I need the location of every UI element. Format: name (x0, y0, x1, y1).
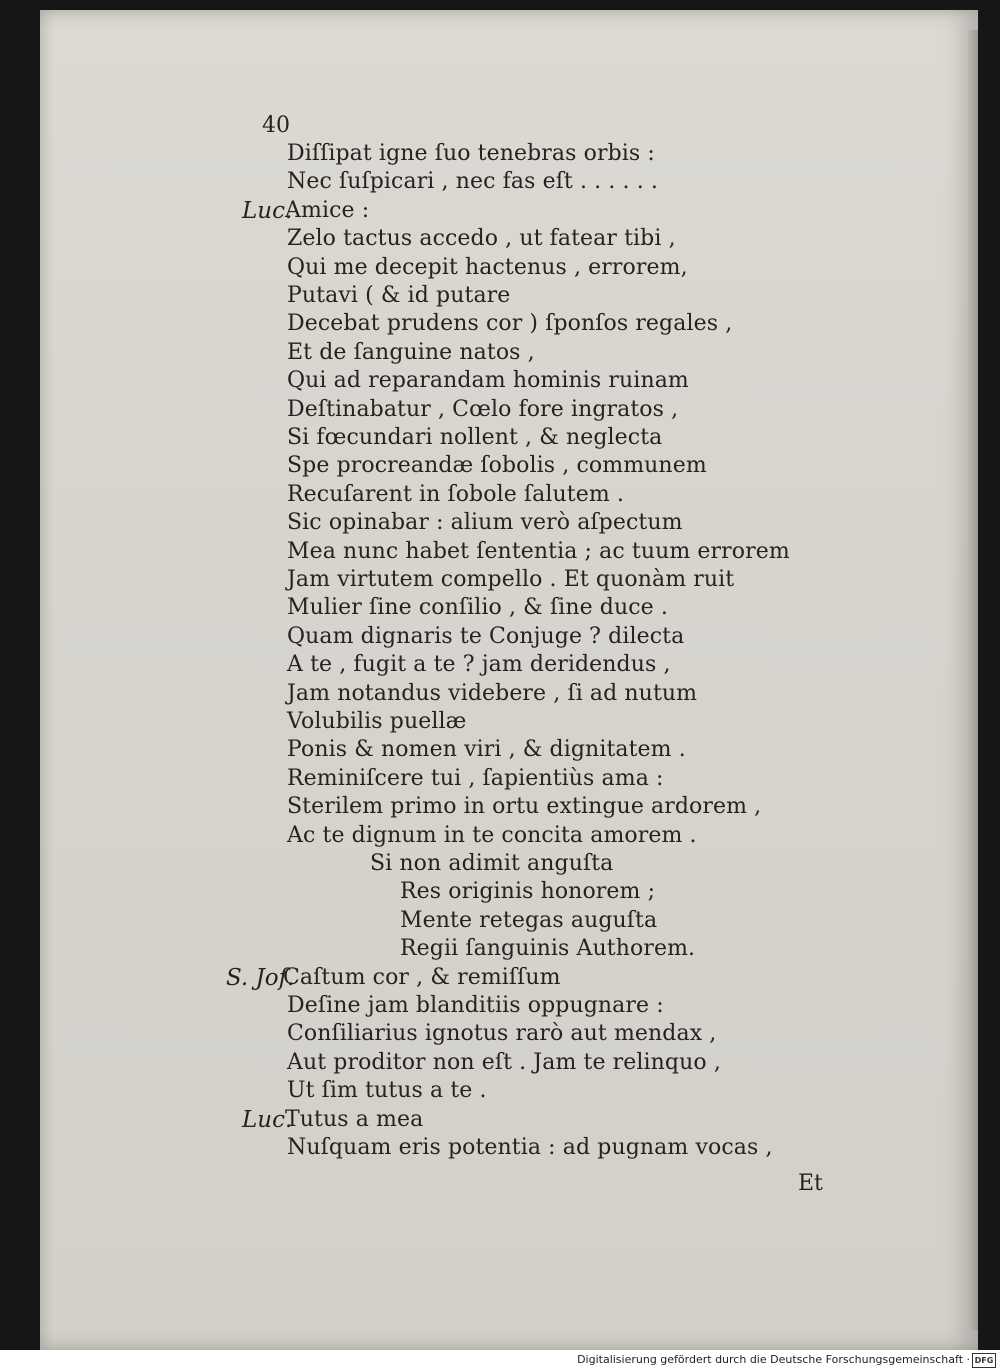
verse-line: Diſſipat igne ſuo tenebras orbis : (287, 141, 655, 166)
verse-line: Putavi ( & id putare (287, 283, 511, 308)
verse-line: Recuſarent in ſobole ſalutem . (287, 481, 625, 507)
verse-line: Nec ſuſpicari , nec fas eſt . . . . . . (287, 169, 658, 195)
verse-line: Mulier ſine conſilio , & ſine duce . (287, 595, 668, 621)
verse-line: Nuſquam eris potentia : ad pugnam vocas , (287, 1135, 773, 1160)
page-number: 40 (262, 113, 290, 138)
verse-line: Tutus a mea (285, 1106, 424, 1132)
verse-line: Zelo tactus accedo , ut fatear tibi , (287, 226, 676, 252)
verse-line: Ponis & nomen viri , & dignitatem . (287, 737, 686, 763)
dfg-logo: DFG (972, 1353, 996, 1368)
speaker-label: S. Joſ. (226, 964, 295, 991)
verse-line: Reminiſcere tui , ſapientiùs ama : (287, 765, 664, 791)
digitization-footer (0, 1350, 1000, 1370)
verse-line: Et de ſanguine natos , (287, 339, 535, 365)
verse-line: Si non adimit anguſta (370, 851, 614, 876)
verse-line: A te , fugit a te ? jam deridendus , (287, 652, 671, 678)
verse-line: Jam virtutem compello . Et quonàm ruit (287, 567, 735, 592)
footer-credit: Digitalisierung gefördert durch die Deutsche Forschungsgemeinschaft · (577, 1353, 970, 1366)
verse-line: Deſine jam blanditiis oppugnare : (287, 993, 664, 1018)
verse-line: Regii ſanguinis Authorem. (400, 936, 696, 962)
verse-line: Conſiliarius ignotus rarò aut mendax , (287, 1021, 717, 1047)
verse-line: Ut ſim tutus a te . (287, 1078, 487, 1104)
speaker-label: Luc. (242, 1106, 293, 1133)
verse-line: Ac te dignum in te concita amorem . (287, 822, 697, 848)
verse-line: Qui me decepit hactenus , errorem, (287, 254, 688, 280)
verse-line: Amice : (285, 197, 370, 223)
verse-line: Sic opinabar : alium verò aſpectum (287, 510, 683, 536)
verse-line: Quam dignaris te Conjuge ? dilecta (287, 623, 685, 649)
verse-line: Qui ad reparandam hominis ruinam (287, 368, 689, 394)
verse-line: Res originis honorem ; (400, 879, 656, 905)
verse-line: Deſtinabatur , Cœlo fore ingratos , (287, 396, 679, 422)
verse-line: Spe procreandæ ſobolis , communem (287, 453, 707, 479)
verse-line: Jam notandus videbere , ſi ad nutum (287, 680, 698, 706)
verse-line: Mente retegas auguſta (400, 907, 658, 933)
verse-line: Volubilis puellæ (287, 709, 467, 734)
verse-line: Mea nunc habet ſententia ; ac tuum errorem (287, 538, 790, 564)
catchword: Et (798, 1171, 823, 1196)
speaker-label: Luc. (242, 197, 293, 224)
page-edge (968, 30, 978, 1330)
verse-line: Caſtum cor , & remiſſum (283, 964, 561, 990)
verse-line: Aut proditor non eſt . Jam te relinquo , (287, 1049, 721, 1075)
verse-line: Si fœcundari nollent , & neglecta (287, 425, 663, 450)
verse-line: Sterilem primo in ortu extingue ardorem , (287, 794, 762, 820)
verse-line: Decebat prudens cor ) ſponſos regales , (287, 311, 733, 337)
